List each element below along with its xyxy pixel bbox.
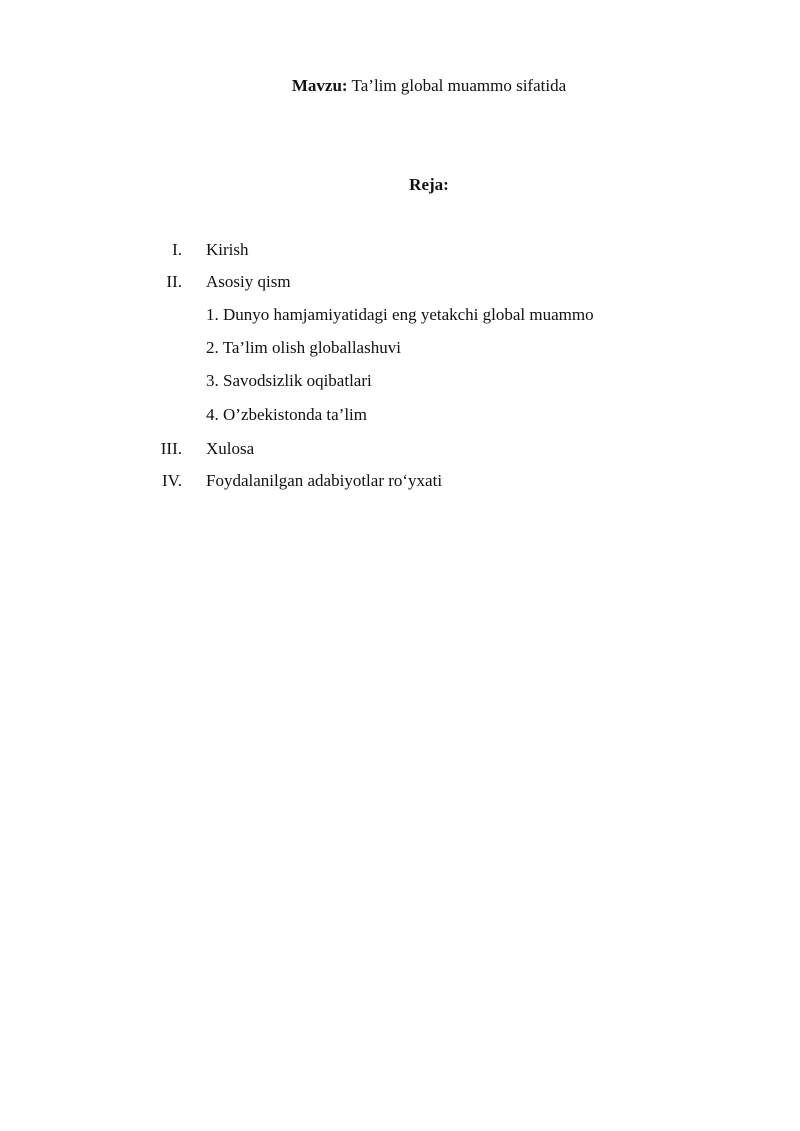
outline-subitem (0, 403, 800, 427)
outline-item-text: Xulosa (206, 439, 255, 458)
topic-label: Mavzu: (291, 76, 348, 95)
outline-item-text: Kirish (206, 240, 249, 259)
outline-subitem (0, 303, 800, 327)
outline-subitem-text: 1. Dunyo hamjamiyatidagi eng yetakchi global muammo (206, 305, 594, 324)
outline-item-number: II. (166, 272, 182, 291)
outline-item (0, 270, 800, 294)
plan-heading: Reja: (409, 175, 449, 194)
topic-line (0, 76, 800, 96)
outline-item-text: Asosiy qism (206, 272, 291, 291)
outline-subitem (0, 336, 800, 360)
outline-subitem (0, 369, 800, 393)
outline-subitem-text: 3. Savodsizlik oqibatlari (206, 371, 372, 390)
outline-item (0, 469, 800, 493)
outline-item-number: III. (160, 439, 182, 458)
outline-subitem-text: 2. Ta’lim olish globallashuvi (206, 338, 401, 357)
outline-item-text: Foydalanilgan adabiyotlar ro‘yxati (206, 471, 443, 490)
outline-item (0, 437, 800, 461)
outline-item-number: I. (172, 240, 182, 259)
outline-subitem-text: 4. O’zbekistonda ta’lim (206, 405, 367, 424)
outline-item-number: IV. (162, 471, 182, 490)
outline-item (0, 238, 800, 262)
topic-title: Ta’lim global muammo sifatida (351, 76, 567, 95)
